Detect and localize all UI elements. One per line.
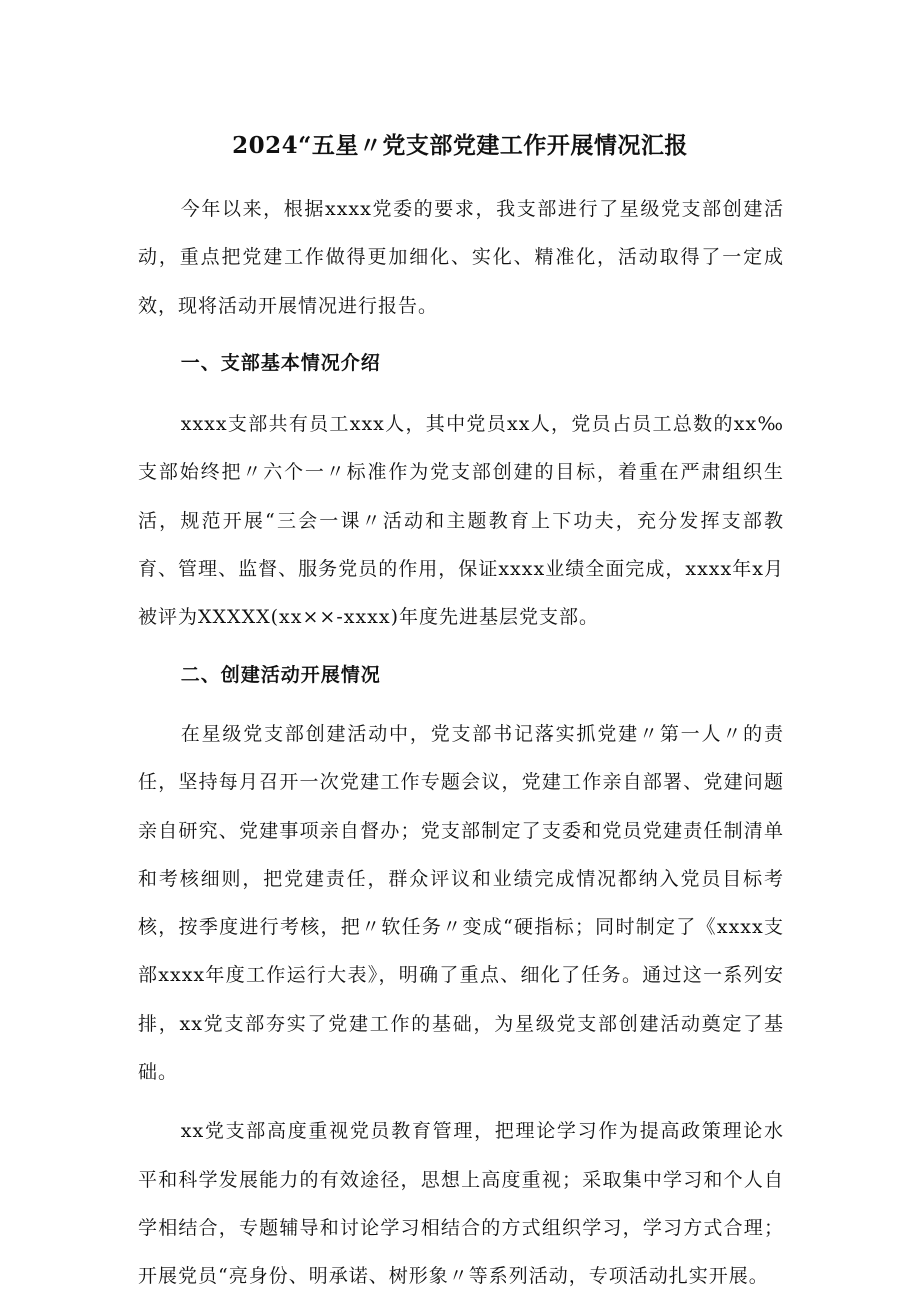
section-1-heading: 一、支部基本情况介绍: [180, 351, 381, 374]
document-title: 2024“五星〃党支部党建工作开展情况汇报: [232, 132, 688, 159]
section-1-paragraph: xxxx支部共有员工xxx人，其中党员xx人，党员占员工总数的xx‰支部始终把〃六个一〃标准作为党支部创建的目标，着重在严肃组织生活，规范开展“三会一课〃活动和主题教育上下功夫，充分发挥支部教育、管理、监督、服务党员的作用，保证xxxx业绩全面完成，xxxx年x月被评为XXXXX(xx××-xxxx)年度先进基层党支部。: [138, 413, 784, 629]
section-2-paragraph-1: 在星级党支部创建活动中，党支部书记落实抓党建〃第一人〃的责任，坚持每月召开一次党建工作专题会议，党建工作亲自部署、党建问题亲自研究、党建事项亲自督办；党支部制定了支委和党员党建责任制清单和考核细则，把党建责任，群众评议和业绩完成情况都纳入党员目标考核，按季度进行考核，把〃软任务〃变成“硬指标；同时制定了《xxxx支部xxxx年度工作运行大表》，明确了重点、细化了任务。通过这一系列安排，xx党支部夯实了党建工作的基础，为星级党支部创建活动奠定了基础。: [138, 722, 784, 1084]
section-2-heading: 二、创建活动开展情况: [180, 663, 381, 686]
section-2-paragraph-2: xx党支部高度重视党员教育管理，把理论学习作为提高政策理论水平和科学发展能力的有效途径，思想上高度重视；采取集中学习和个人自学相结合，专题辅导和讨论学习相结合的方式组织学习，学习方式合理；开展党员“亮身份、明承诺、树形象〃等系列活动，专项活动扎实开展。: [138, 1120, 784, 1288]
intro-paragraph: 今年以来，根据xxxx党委的要求，我支部进行了星级党支部创建活动，重点把党建工作做得更加细化、实化、精准化，活动取得了一定成效，现将活动开展情况进行报告。: [138, 198, 784, 317]
document-body: [138, 177, 784, 1301]
